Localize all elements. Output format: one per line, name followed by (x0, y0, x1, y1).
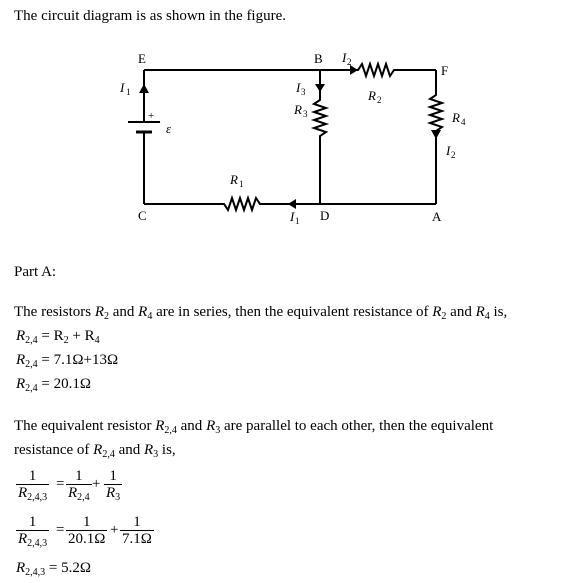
var-r: R (93, 442, 103, 458)
node-a: A (432, 209, 442, 224)
denominator (66, 485, 92, 501)
circuit-diagram (0, 0, 580, 240)
var-r: R (432, 304, 442, 320)
paragraph-series (14, 304, 507, 321)
label-i1-bottom-sub: 1 (295, 216, 300, 226)
equation-2 (16, 352, 118, 369)
numerator: 1 (109, 468, 117, 484)
arrow-i2-down-icon (431, 130, 441, 139)
sub: 2,4 (25, 335, 38, 346)
sub: 3 (215, 425, 221, 436)
text: = 5.2Ω (45, 560, 92, 576)
label-r2-sub: 2 (377, 95, 382, 105)
numerator: 1 (75, 468, 83, 484)
fraction-term-2 (120, 514, 154, 547)
equals-sign: = (56, 476, 65, 492)
equation-3 (16, 376, 91, 393)
text: and (109, 304, 139, 320)
numerator: 1 (28, 468, 37, 484)
sub: 3 (115, 492, 121, 503)
var-r: R (155, 418, 165, 434)
var-r: R (18, 531, 28, 547)
fraction-term-1 (66, 514, 107, 547)
sub: 3 (153, 449, 159, 460)
node-f: F (441, 63, 449, 78)
label-i2-right: I (446, 143, 451, 158)
sub: 4 (94, 335, 100, 346)
fraction-term-1 (66, 468, 92, 501)
fraction-term-2 (104, 468, 122, 501)
text: The resistors (14, 304, 95, 320)
plus-sign: + (110, 522, 119, 538)
equation-result (16, 560, 91, 577)
fraction-lhs (16, 514, 49, 547)
label-i1-top: I (120, 80, 125, 95)
var-r: R (475, 304, 485, 320)
denominator: 20.1Ω (68, 531, 106, 547)
numerator: 1 (82, 514, 91, 530)
denominator (16, 531, 49, 547)
sub: 2,4 (164, 425, 177, 436)
text: and (446, 304, 476, 320)
sub: 2,4,3 (25, 567, 46, 578)
sub: 2,4 (25, 359, 38, 370)
var-r: R (68, 485, 78, 501)
label-i3: I (296, 80, 301, 95)
sub: 4 (484, 311, 490, 322)
arrow-i1-up-icon (139, 84, 149, 93)
text: The equivalent resistor (14, 418, 156, 434)
text: are parallel to each other, then the equivalent (220, 418, 494, 434)
paragraph-parallel-line1 (14, 418, 493, 435)
text: = 20.1Ω (37, 376, 92, 392)
resistor-r2 (320, 64, 436, 76)
var-r: R (16, 376, 26, 392)
text: + R (68, 328, 95, 344)
sub: 2 (104, 311, 109, 322)
sub: 2 (63, 335, 69, 346)
sub: 2 (441, 311, 447, 322)
label-i1-top-sub: 1 (126, 87, 131, 97)
var-r: R (16, 560, 26, 576)
label-i2-right-sub: 2 (451, 150, 456, 160)
arrow-i3-down-icon (315, 84, 325, 92)
label-r1: R (230, 172, 238, 187)
var-r: R (106, 485, 116, 501)
part-a-heading: Part A: (14, 264, 57, 280)
plus-sign: + (92, 476, 101, 492)
var-r: R (138, 304, 148, 320)
label-r3-sub: 3 (303, 109, 308, 119)
text: is, (158, 442, 176, 458)
label-i3-sub: 3 (301, 87, 306, 97)
label-i2-top: I (342, 50, 347, 65)
label-r3: R (294, 102, 302, 117)
label-emf: ε (166, 121, 172, 136)
label-plus: + (148, 110, 155, 122)
paragraph-parallel-line2 (14, 442, 176, 459)
sub: 2,4 (102, 449, 115, 460)
label-r2: R (368, 88, 376, 103)
denominator: 7.1Ω (122, 531, 152, 547)
denominator (104, 485, 122, 501)
sub: 2,4 (77, 492, 90, 503)
node-e: E (138, 51, 146, 66)
var-r: R (94, 304, 104, 320)
equation-1 (16, 328, 100, 345)
text: are in series, then the equivalent resistance of (152, 304, 433, 320)
text: is, (489, 304, 508, 320)
sub: 2,4 (25, 383, 38, 394)
label-r4: R (452, 110, 460, 125)
arrow-i1-left-icon (288, 199, 296, 209)
label-r4-sub: 4 (461, 117, 466, 127)
var-r: R (16, 352, 26, 368)
node-c: C (138, 208, 147, 223)
numerator: 1 (28, 514, 37, 530)
numerator: 1 (133, 514, 141, 530)
intro-text: The circuit diagram is as shown in the figure. (14, 8, 287, 24)
label-i1-bottom: I (290, 209, 295, 224)
node-b: B (314, 51, 323, 66)
text: and (114, 442, 144, 458)
sub: 4 (147, 311, 153, 322)
sub: 2,4,3 (27, 538, 48, 549)
equals-sign: = (56, 522, 65, 538)
var-r: R (143, 442, 154, 458)
var-r: R (18, 485, 28, 501)
denominator (16, 485, 49, 501)
sub: 2,4,3 (27, 492, 48, 503)
fraction-lhs (16, 468, 49, 501)
text: and (176, 418, 207, 434)
label-i2-top-sub: 2 (347, 57, 352, 67)
text: = 7.1Ω+13Ω (37, 352, 119, 368)
text: = R (37, 328, 64, 344)
node-d: D (320, 208, 330, 223)
label-r1-sub: 1 (239, 179, 244, 189)
var-r: R (16, 328, 26, 344)
text: resistance of (14, 442, 94, 458)
var-r: R (206, 418, 216, 434)
